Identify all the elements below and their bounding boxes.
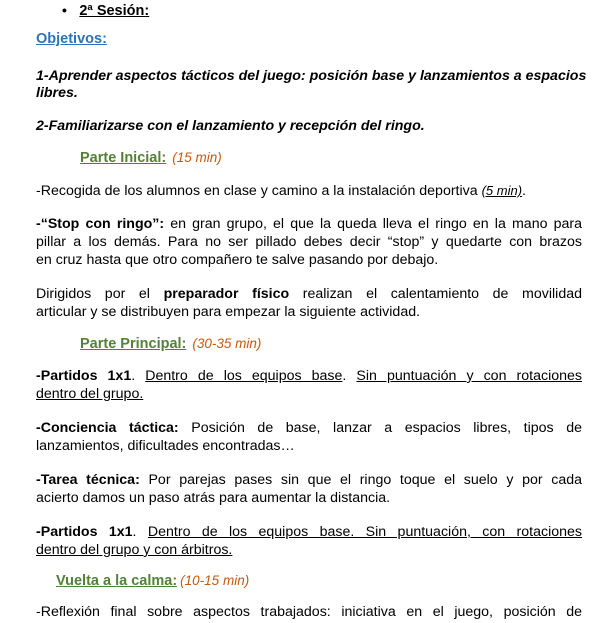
initial-heading: Parte Inicial: [80,150,167,166]
p2-line2: lanzamientos, dificultades encontradas… [36,438,295,454]
objective-1-line1: 1-Aprender aspectos tácticos del juego: posición base y lanzamientos a espacios [36,68,587,84]
main-heading: Parte Principal: [80,336,187,352]
p1-dot: . [131,368,146,384]
bullet: • [62,2,67,18]
objective-2: 2-Familiarizarse con el lanzamiento y recepción del ringo. [36,118,425,134]
p1-u2: Sin puntuación y con rotaciones [356,368,582,384]
initial-line1-text: -Recogida de los alumnos en clase y camino a la instalación deportiva [36,183,482,199]
p4-dot: . [132,524,148,540]
objective-1-line2: libres. [36,85,78,101]
main-heading-row [80,334,261,354]
p4-u1: Dentro de los equipos base. Sin puntuación, con rotaciones [147,524,583,540]
p1-u1: Dentro de los equipos base [145,368,343,384]
warmup-post: realizan el calentamiento de movilidad [289,286,582,302]
p3-bold: -Tarea técnica: [36,472,140,488]
cooldown-heading-row [56,571,249,591]
stop-line2: pillar a los demás. Para no ser pillado debes decir “stop” y quedarte con brazos [36,234,582,250]
cooldown-time: (10-15 min) [180,573,250,588]
cooldown-line1: -Reflexión final sobre aspectos trabajados: iniciativa en el juego, posición de [36,604,582,620]
stop-line3: en cruz hasta que otro compañero te salve pasando por debajo. [36,252,439,268]
main-time: (30-35 min) [192,336,262,351]
cooldown-heading: Vuelta a la calma: [56,573,178,589]
p1-bold: -Partidos 1x1 [36,368,132,384]
session-title: 2ª Sesión: [79,3,150,19]
initial-line1-end: . [522,183,526,199]
p1-dot2: . [342,368,357,384]
p2-bold: -Conciencia táctica: [36,420,179,436]
p2-text: Posición de base, lanzar a espacios libres, tipos de [178,420,582,436]
p4-line2: dentro del grupo y con árbitros. [36,542,233,558]
initial-time: (15 min) [172,150,222,165]
warmup-pre: Dirigidos por el [36,286,164,302]
warmup-line2: articular y se distribuyen para empezar la siguiente actividad. [36,304,421,320]
session-heading [62,0,149,21]
objectives-heading: Objetivos: [36,31,107,47]
p1-line2: dentro del grupo. [36,386,144,402]
initial-heading-row [80,148,222,168]
p4-bold: -Partidos 1x1 [36,524,133,540]
stop-text-1: en gran grupo, el que la queda lleva el ringo en la mano para [164,216,582,232]
initial-line1 [36,180,526,202]
p3-text: Por parejas pases sin que el ringo toque el suelo y por cada [139,472,583,488]
warmup-bold: preparador físico [163,286,290,302]
stop-title: -“Stop con ringo”: [36,216,165,232]
p3-line2: acierto damos un paso atrás para aumentar la distancia. [36,490,391,506]
initial-line1-time: (5 min) [481,183,523,198]
